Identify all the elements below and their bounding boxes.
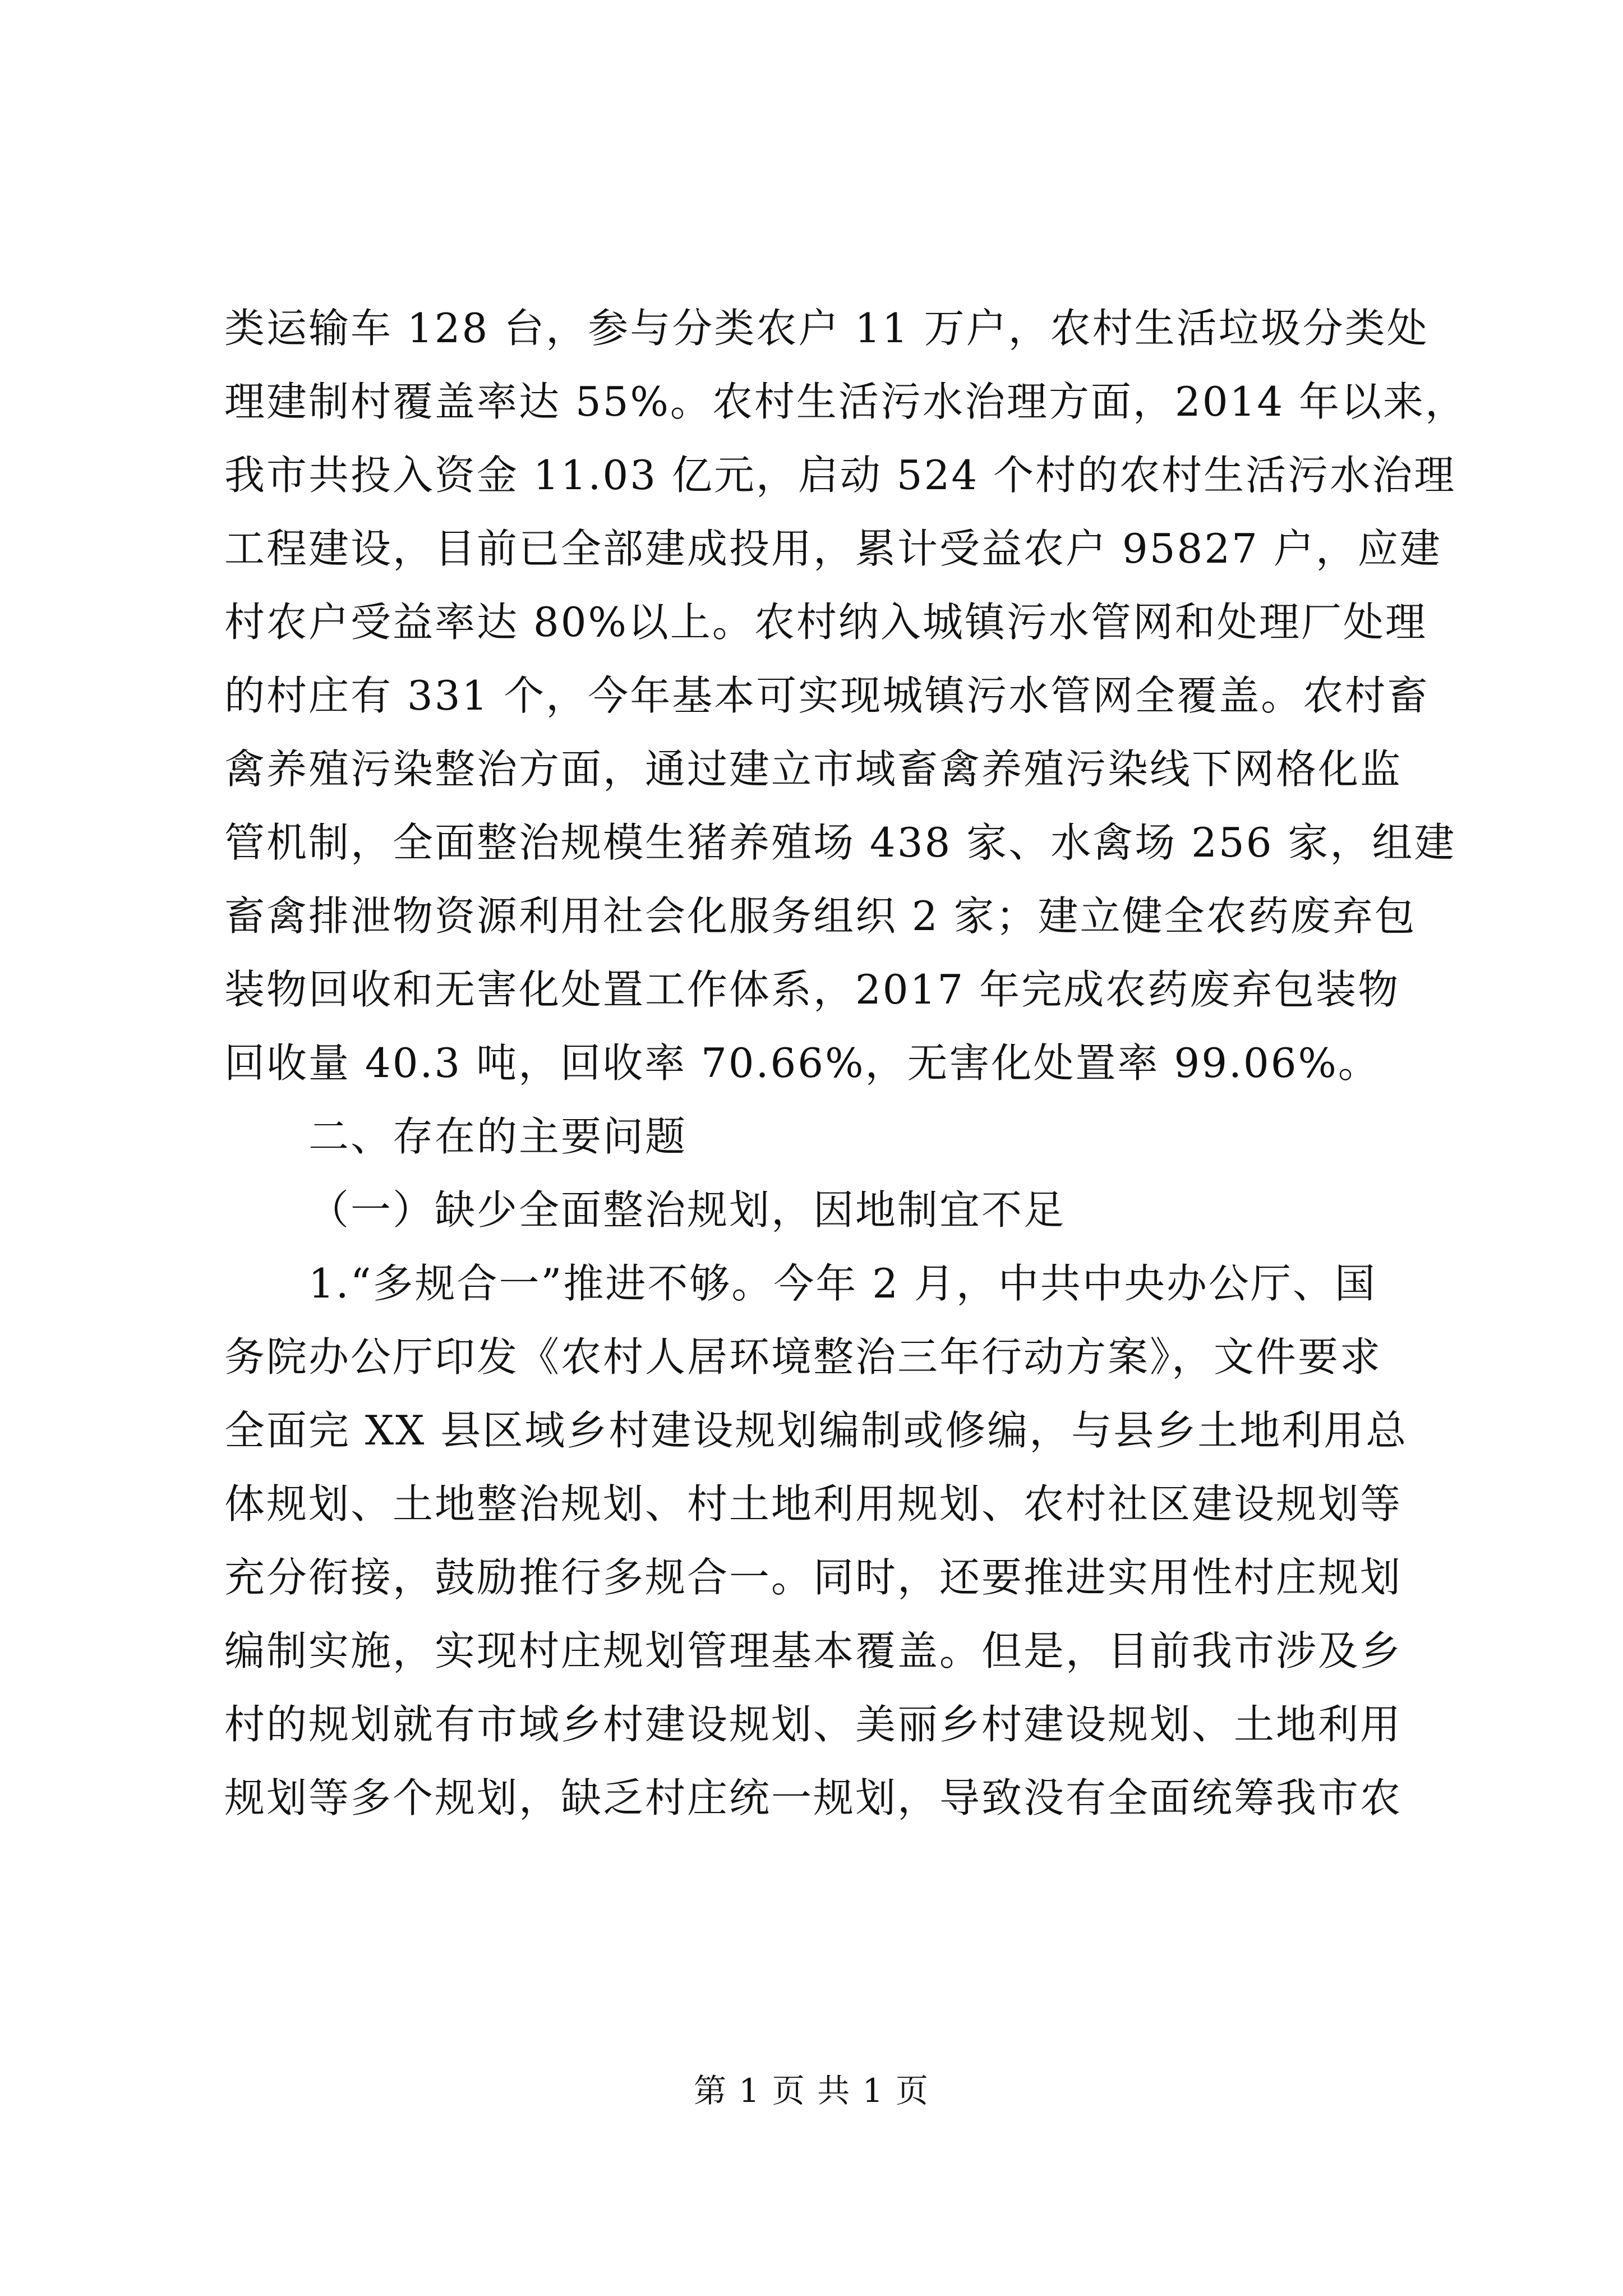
text-line: 全面完 XX 县区域乡村建设规划编制或修编，与县乡土地利用总 <box>224 1407 1408 1454</box>
text-line: 禽养殖污染整治方面，通过建立市域畜禽养殖污染线下网格化监 <box>224 746 1403 793</box>
text-line: 充分衔接，鼓励推行多规合一。同时，还要推进实用性村庄规划 <box>224 1554 1403 1601</box>
subsection-heading: （一）缺少全面整治规划，因地制宜不足 <box>308 1186 1066 1234</box>
text-line: 工程建设，目前已全部建成投用，累计受益农户 95827 户，应建 <box>224 525 1442 572</box>
text-line: 村农户受益率达 80%以上。农村纳入城镇污水管网和处理厂处理 <box>224 599 1427 646</box>
text-line: 规划等多个规划，缺乏村庄统一规划，导致没有全面统筹我市农 <box>224 1774 1403 1821</box>
text-line: 类运输车 128 台，参与分类农户 11 万户，农村生活垃圾分类处 <box>224 305 1429 352</box>
text-line: 村的规划就有市域乡村建设规划、美丽乡村建设规划、土地利用 <box>224 1701 1403 1748</box>
document-body <box>224 292 1468 1835</box>
text-line: 的村庄有 331 个，今年基本可实现城镇污水管网全覆盖。农村畜 <box>224 672 1430 719</box>
text-line: 装物回收和无害化处置工作体系，2017 年完成农药废弃包装物 <box>224 966 1400 1013</box>
text-line: 回收量 40.3 吨，回收率 70.66%，无害化处置率 99.06%。 <box>224 1039 1380 1087</box>
text-line: 编制实施，实现村庄规划管理基本覆盖。但是，目前我市涉及乡 <box>224 1627 1403 1674</box>
text-line: 管机制，全面整治规模生猪养殖场 438 家、水禽场 256 家，组建 <box>224 819 1456 866</box>
page-footer: 第 1 页 共 1 页 <box>694 2072 929 2110</box>
text-line: 1.“多规合一”推进不够。今年 2 月，中共中央办公厅、国 <box>308 1260 1377 1307</box>
text-line: 畜禽排泄物资源利用社会化服务组织 2 家；建立健全农药废弃包 <box>224 892 1417 940</box>
text-line: 务院办公厅印发《农村人居环境整治三年行动方案》，文件要求 <box>224 1333 1382 1381</box>
text-line: 体规划、土地整治规划、村土地利用规划、农村社区建设规划等 <box>224 1480 1403 1527</box>
text-line: 我市共投入资金 11.03 亿元，启动 524 个村的农村生活污水治理 <box>224 452 1456 499</box>
text-line: 理建制村覆盖率达 55%。农村生活污水治理方面，2014 年以来， <box>224 378 1468 425</box>
section-heading: 二、存在的主要问题 <box>308 1113 688 1160</box>
